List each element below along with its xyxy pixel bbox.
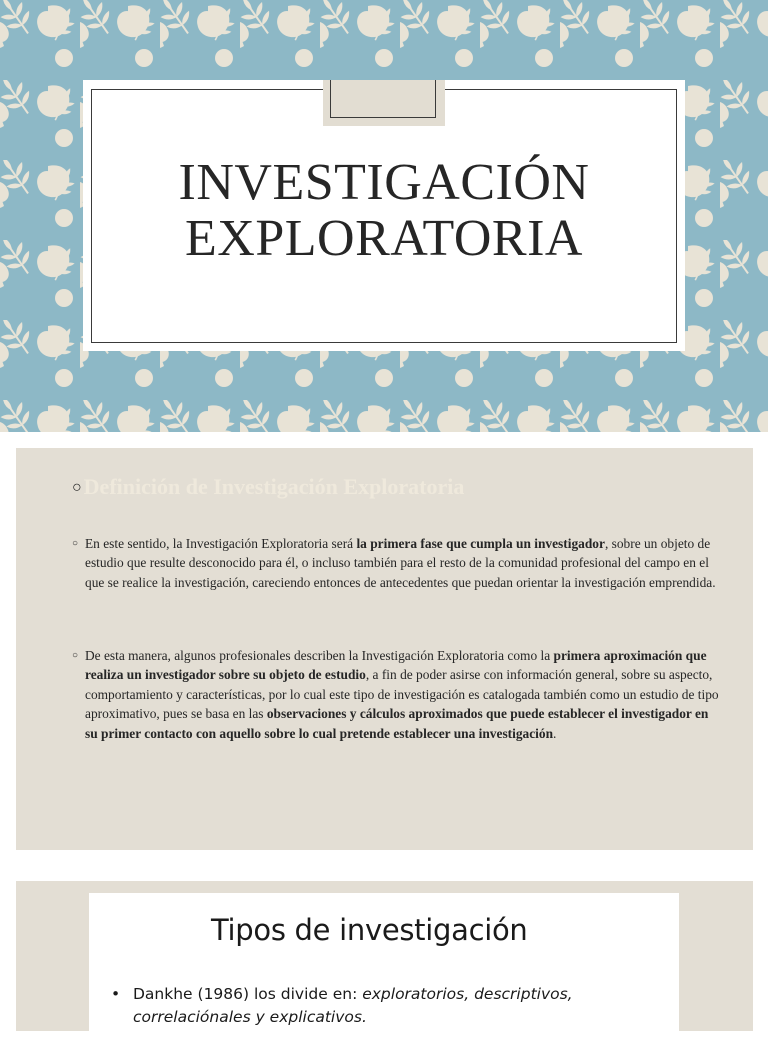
types-item-text: Dankhe (1986) los divide en:	[133, 985, 363, 1003]
para2-text-3: .	[553, 725, 557, 741]
bullet-ring-icon: ○	[72, 538, 79, 549]
para2-text-2: , a fin de poder asirse con información general, sobre su aspecto, comportamiento y características, por lo cual este tipo de investigación es catalogada también como un estudio de tipo aproximativo, pues se basa en las	[85, 667, 719, 722]
slide-title	[83, 155, 685, 267]
types-list-item	[111, 983, 651, 1029]
para2-bold-1: primera aproximación que realiza un investigador sobre su objeto de estudio	[85, 648, 707, 683]
title-line-1: INVESTIGACIÓN	[178, 154, 590, 211]
definition-paragraph-1	[72, 534, 722, 592]
para1-bold-1: la primera fase que cumpla un investigador	[356, 536, 605, 551]
types-card	[89, 893, 679, 1043]
definition-paragraph-2	[72, 646, 722, 743]
definition-slide	[16, 448, 753, 850]
para1-text-2: , sobre un objeto de estudio que resulte desconocido para él, o incluso también para el resto de la comunidad profesional del campo en el que se realice la investigación, careciendo entonces de antecedentes que puedan orientar la investigación emprendida.	[85, 536, 716, 590]
para2-bold-2: observaciones y cálculos aproximados que puede establecer el investigador en su primer contacto con aquello sobre lo cual pretende establecer una investigación	[85, 706, 709, 741]
para1-text-1: En este sentido, la Investigación Exploratoria será	[85, 536, 357, 551]
bullet-ring-icon: ○	[72, 479, 82, 496]
definition-heading	[72, 474, 464, 500]
title-line-2: EXPLORATORIA	[185, 210, 583, 267]
title-card-tab-frame	[330, 80, 436, 118]
slide-gap	[0, 432, 768, 448]
types-slide	[16, 881, 753, 1031]
title-card-tab	[323, 80, 445, 126]
para2-text-1: De esta manera, algunos profesionales describen la Investigación Exploratoria como la	[85, 648, 554, 663]
types-item-italic: exploratorios, descriptivos, correlaciónales y explicativos.	[133, 985, 573, 1026]
definition-heading-text: Definición de Investigación Exploratoria	[83, 474, 465, 499]
bullet-ring-icon: ○	[72, 650, 79, 661]
types-title: Tipos de investigación	[211, 913, 528, 947]
bullet-dot-icon: •	[111, 985, 121, 1003]
title-slide	[0, 0, 768, 432]
title-card	[83, 80, 685, 351]
